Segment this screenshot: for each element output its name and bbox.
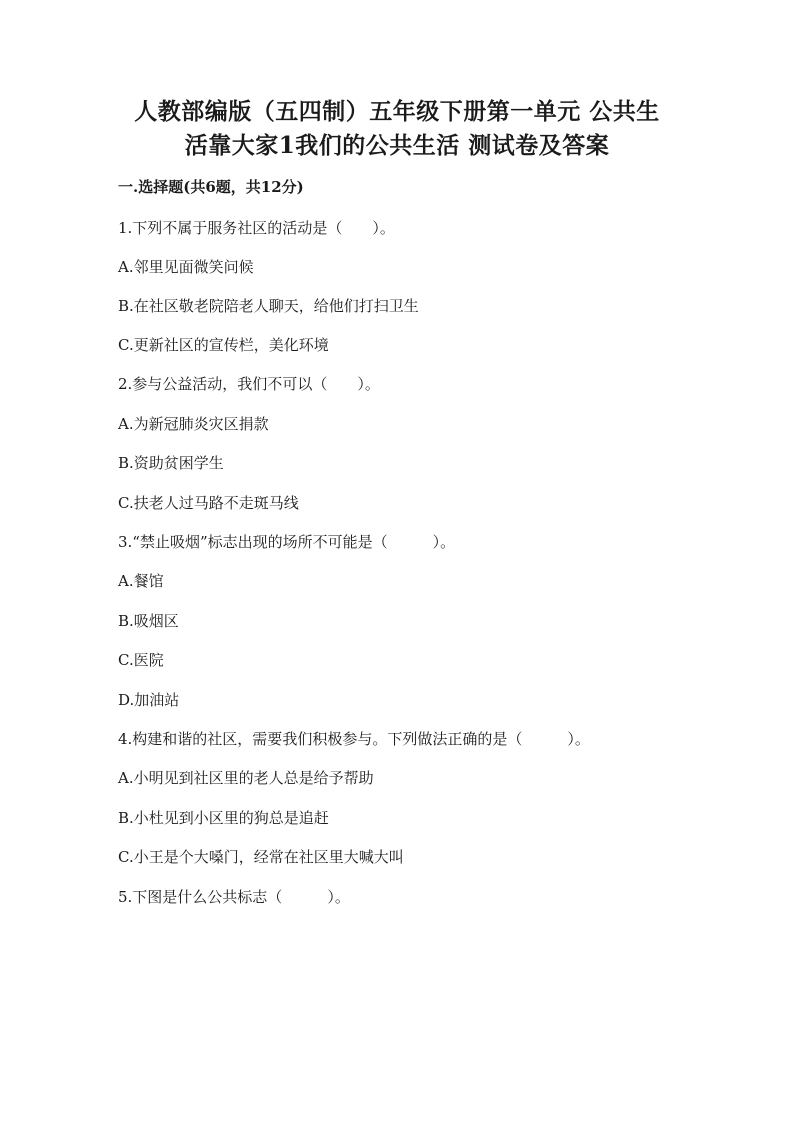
question-3-stem: 3.“禁止吸烟”标志出现的场所不可能是（ ）。 [118, 533, 456, 551]
question-2-option-c: C.扶老人过马路不走斑马线 [118, 494, 299, 512]
document-title-line-1: 人教部编版（五四制）五年级下册第一单元 公共生 [134, 98, 660, 125]
question-3-option-b: B.吸烟区 [118, 612, 179, 630]
question-3-option-a: A.餐馆 [118, 572, 164, 590]
question-2-stem: 2.参与公益活动，我们不可以（ ）。 [118, 375, 380, 393]
document-title-line-2: 活靠大家1我们的公共生活 测试卷及答案 [184, 132, 610, 159]
question-4-option-b: B.小杜见到小区里的狗总是追赶 [118, 809, 329, 827]
question-4-option-c: C.小王是个大嗓门，经常在社区里大喊大叫 [118, 848, 404, 866]
question-1-option-c: C.更新社区的宣传栏，美化环境 [118, 336, 329, 354]
question-3-option-c: C.医院 [118, 651, 164, 669]
question-1-option-b: B.在社区敬老院陪老人聊天，给他们打扫卫生 [118, 297, 419, 315]
question-3-option-d: D.加油站 [118, 691, 180, 709]
section-heading: 一.选择题(共6题，共12分) [118, 178, 304, 196]
question-4-option-a: A.小明见到社区里的老人总是给予帮助 [118, 769, 374, 787]
question-1-stem: 1.下列不属于服务社区的活动是（ ）。 [118, 219, 395, 237]
question-5-stem: 5.下图是什么公共标志（ ）。 [118, 888, 350, 906]
question-2-option-b: B.资助贫困学生 [118, 454, 224, 472]
question-4-stem: 4.构建和谐的社区，需要我们积极参与。下列做法正确的是（ ）。 [118, 730, 590, 748]
question-1-option-a: A.邻里见面微笑问候 [118, 258, 254, 276]
question-2-option-a: A.为新冠肺炎灾区捐款 [118, 415, 269, 433]
